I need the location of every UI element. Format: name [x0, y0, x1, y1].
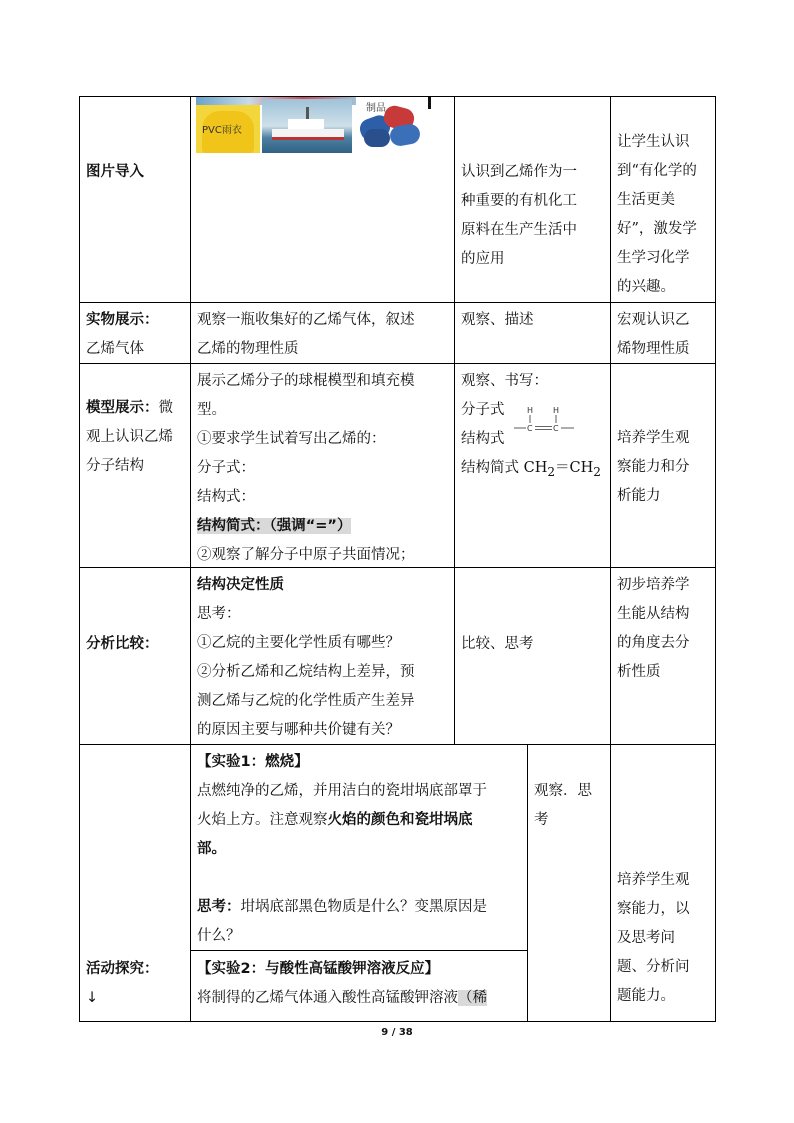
teacher-activity-analysis: 结构决定性质 思考： ①乙烷的主要化学性质有哪些？ ②分析乙烯和乙烷结构上差异，预 测乙烯与乙烷的化学性质产生差异 的原因主要与哪种共价键有关？	[197, 577, 415, 738]
carbon-atom: C	[527, 424, 533, 433]
step-model-display: 模型展示：微 观上认识乙烯 分子结构	[86, 400, 173, 474]
ship-image	[262, 99, 352, 153]
ethylene-structural-formula	[512, 405, 582, 439]
raincoat-image: PVC雨衣	[196, 105, 260, 153]
step-object-display: 实物展示： 乙烯气体	[86, 312, 159, 357]
column-border	[190, 96, 191, 1022]
column-border	[454, 96, 455, 745]
column-border	[610, 96, 611, 1022]
column-border	[715, 96, 716, 1022]
hydrogen-atom: H	[527, 406, 534, 415]
step-analysis: 分析比较：	[86, 636, 159, 652]
column-border	[527, 744, 528, 1022]
hydrogen-atom: H	[553, 406, 560, 415]
intent-activity: 培养学生观 察能力，以 及思考问 题、分析问 题能力。	[617, 872, 690, 1004]
student-activity-analysis: 比较、思考	[461, 636, 534, 652]
application-pictures	[196, 97, 436, 153]
page-number: 9 / 38	[381, 1027, 413, 1038]
experiment-1: 【实验1：燃烧】 点燃纯净的乙烯，并用洁白的瓷坩埚底部罩于 火焰上方。注意观察火焰的颜色和瓷坩埚底 部。 思考：坩埚底部黑色物质是什么？变黑原因是 什么？	[197, 754, 487, 944]
student-activity-picture: 认识到乙烯作为一 种重要的有机化工 原料在生产生活中 的应用	[461, 164, 577, 267]
intent-object: 宏观认识乙 烯物理性质	[617, 312, 690, 357]
row-divider	[79, 302, 716, 303]
intent-model: 培养学生观 察能力和分 析能力	[617, 430, 690, 504]
intent-picture: 让学生认识 到“有化学的 生活更美 好”，激发学 生学习化学 的兴趣。	[617, 134, 697, 295]
table-bottom-border	[79, 1021, 716, 1022]
step-picture-intro: 图片导入	[86, 164, 144, 180]
photo-edge	[428, 97, 431, 109]
step-activity: 活动探究： ↓	[86, 961, 159, 1006]
image-caption: 制品	[366, 103, 386, 114]
student-activity-model: 观察、书写： 分子式 结构式 结构简式 $CH_2=CH_2$	[461, 373, 601, 479]
carbon-atom: C	[553, 424, 559, 433]
emphasis-structural-formula: 结构简式：（强调“=”）	[197, 518, 352, 534]
teacher-activity-model: 展示乙烯分子的球棍模型和填充模 型。 ①要求学生试着写出乙烯的： 分子式： 结构式： 结构简式：（强调“=”） ②观察了解分子中原子共面情况；	[197, 373, 415, 563]
student-activity-object: 观察、描述	[461, 312, 534, 328]
experiment-2: 【实验2：与酸性高锰酸钾溶液反应】 将制得的乙烯气体通入酸性高锰酸钾溶液（稀	[197, 961, 487, 1006]
intent-analysis: 初步培养学 生能从结构 的角度去分 析性质	[617, 577, 690, 680]
column-border	[79, 96, 80, 1022]
student-activity-experiment: 观察．思 考	[534, 783, 592, 828]
teacher-activity-object: 观察一瓶收集好的乙烯气体，叙述 乙烯的物理性质	[197, 312, 415, 357]
